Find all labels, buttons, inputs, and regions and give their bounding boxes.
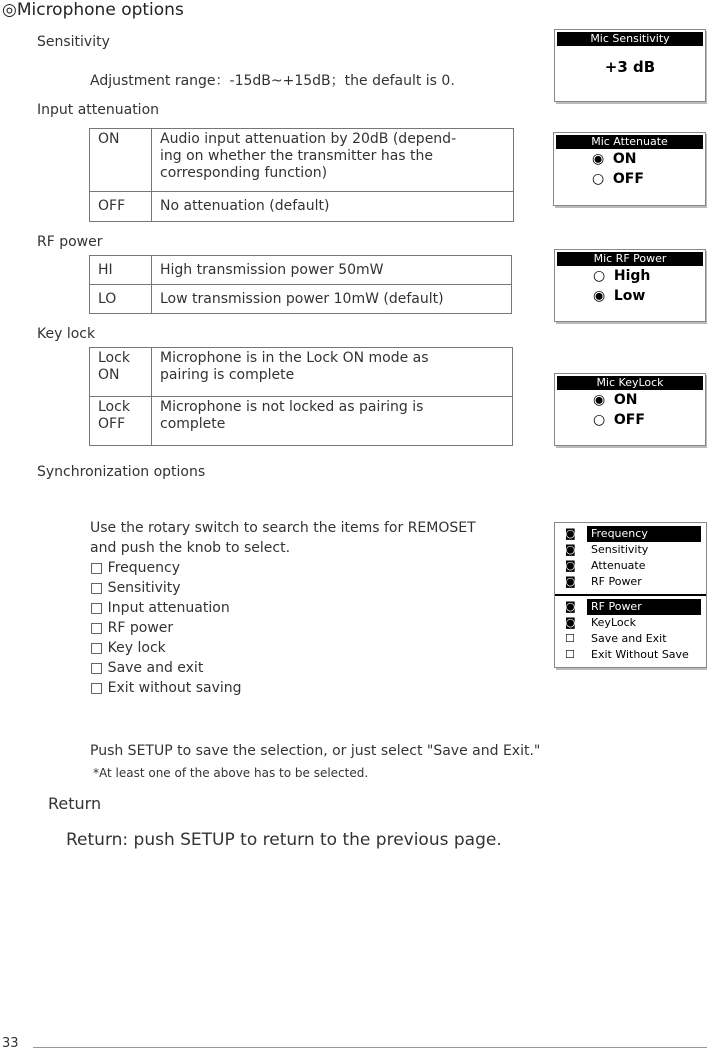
- radio-empty-icon: ○: [593, 268, 606, 284]
- menu-row: [555, 574, 706, 590]
- radio-empty-icon: ○: [593, 412, 606, 428]
- desc-line: corresponding function): [160, 165, 328, 181]
- checkbox-checked-icon: ◙: [565, 575, 576, 588]
- radio-selected-icon: ◉: [593, 288, 606, 304]
- sync-item: □ Save and exit: [90, 660, 204, 676]
- sync-note: *At least one of the above has to be selected.: [93, 766, 369, 780]
- checkbox-empty-icon: ☐: [565, 648, 575, 661]
- rf-table: [89, 255, 512, 314]
- checkbox-checked-icon: ◙: [565, 543, 576, 556]
- intro-line: and push the knob to select.: [90, 540, 291, 556]
- radio-option-off: ○ OFF: [592, 171, 644, 187]
- radio-selected-icon: ◉: [592, 151, 605, 167]
- key-line: Lock: [98, 350, 130, 366]
- radio-option-off: ○ OFF: [593, 412, 645, 428]
- sensitivity-heading: Sensitivity: [37, 34, 110, 50]
- sync-item: □ Sensitivity: [90, 580, 181, 596]
- return-heading: Return: [48, 794, 102, 813]
- menu-row: [555, 615, 706, 631]
- mic-keylock-panel: [554, 373, 706, 446]
- desc-line: Microphone is in the Lock ON mode as: [160, 350, 429, 366]
- attenuation-heading: Input attenuation: [37, 102, 160, 118]
- menu-row: [555, 526, 706, 542]
- desc-line: complete: [160, 416, 226, 432]
- desc-line: Audio input attenuation by 20dB (depend-: [160, 131, 457, 147]
- sync-item: □ Exit without saving: [90, 680, 242, 696]
- radio-selected-icon: ◉: [593, 392, 606, 408]
- panel-header: Mic RF Power: [557, 252, 703, 266]
- desc-line: Microphone is not locked as pairing is: [160, 399, 424, 415]
- menu-row: [555, 599, 706, 615]
- option-key: [90, 348, 152, 397]
- menu-label: Frequency: [587, 526, 701, 542]
- sync-heading: Synchronization options: [37, 464, 206, 480]
- checkbox-checked-icon: ◙: [565, 616, 576, 629]
- option-key: ON: [90, 129, 152, 192]
- sync-menu-panel: [554, 522, 707, 668]
- radio-option-high: ○ High: [593, 268, 651, 284]
- option-desc: No attenuation (default): [152, 192, 514, 222]
- radio-option-on: ◉ ON: [592, 151, 637, 167]
- panel-header: Mic Attenuate: [556, 135, 703, 149]
- sensitivity-value: +3 dB: [604, 58, 656, 76]
- sync-intro: [90, 518, 476, 698]
- mic-sensitivity-panel: [554, 29, 706, 102]
- menu-row: [555, 542, 706, 558]
- mic-rf-power-panel: [554, 249, 706, 322]
- menu-row: [555, 631, 706, 647]
- menu-row: [555, 558, 706, 574]
- radio-empty-icon: ○: [592, 171, 605, 187]
- desc-line: ing on whether the transmitter has the: [160, 148, 434, 164]
- option-desc: [152, 348, 513, 397]
- menu-row: [555, 647, 706, 663]
- sensitivity-text: Adjustment range：-15dB~+15dB；the default is 0.: [90, 73, 455, 89]
- sync-item: □ Key lock: [90, 640, 166, 656]
- sync-item: □ Input attenuation: [90, 600, 230, 616]
- option-key: [90, 397, 152, 446]
- table-row: [90, 256, 512, 285]
- menu-label: Exit Without Save: [591, 648, 689, 661]
- option-desc: Low transmission power 10mW (default): [152, 285, 512, 314]
- keylock-table: [89, 347, 513, 446]
- panel-header: Mic Sensitivity: [557, 32, 703, 46]
- page-number: 33: [2, 1036, 19, 1051]
- mic-attenuate-panel: [553, 132, 706, 206]
- menu-label: RF Power: [587, 599, 701, 615]
- intro-line: Use the rotary switch to search the items for REMOSET: [90, 520, 476, 536]
- menu-label: KeyLock: [591, 616, 637, 629]
- table-row: [90, 285, 512, 314]
- sync-item: □ Frequency: [90, 560, 181, 576]
- page-title: ◎Microphone options: [2, 0, 184, 20]
- return-text: Return: push SETUP to return to the previous page.: [66, 830, 502, 850]
- key-line: Lock: [98, 399, 130, 415]
- menu-label: Sensitivity: [591, 543, 649, 556]
- checkbox-empty-icon: ☐: [565, 632, 575, 645]
- option-key: HI: [90, 256, 152, 285]
- desc-line: pairing is complete: [160, 367, 295, 383]
- sync-push-text: Push SETUP to save the selection, or just select "Save and Exit.": [90, 743, 541, 759]
- table-row: [90, 397, 513, 446]
- table-row: [90, 348, 513, 397]
- radio-option-low: ◉ Low: [593, 288, 646, 304]
- checkbox-checked-icon: ◙: [565, 527, 576, 540]
- menu-divider: [555, 594, 706, 596]
- footer-divider: [33, 1047, 707, 1048]
- checkbox-checked-icon: ◙: [565, 600, 576, 613]
- menu-label: Attenuate: [591, 559, 646, 572]
- rf-heading: RF power: [37, 234, 103, 250]
- menu-label: RF Power: [591, 575, 642, 588]
- key-line: OFF: [98, 416, 126, 432]
- option-desc: [152, 397, 513, 446]
- table-row: [90, 129, 514, 192]
- option-desc: High transmission power 50mW: [152, 256, 512, 285]
- key-line: ON: [98, 367, 120, 383]
- checkbox-checked-icon: ◙: [565, 559, 576, 572]
- option-key: LO: [90, 285, 152, 314]
- menu-label: Save and Exit: [591, 632, 667, 645]
- sync-item: □ RF power: [90, 620, 174, 636]
- panel-header: Mic KeyLock: [557, 376, 703, 390]
- option-key: OFF: [90, 192, 152, 222]
- radio-option-on: ◉ ON: [593, 392, 638, 408]
- keylock-heading: Key lock: [37, 326, 96, 342]
- table-row: [90, 192, 514, 222]
- attenuation-table: [89, 128, 514, 222]
- option-desc: [152, 129, 514, 192]
